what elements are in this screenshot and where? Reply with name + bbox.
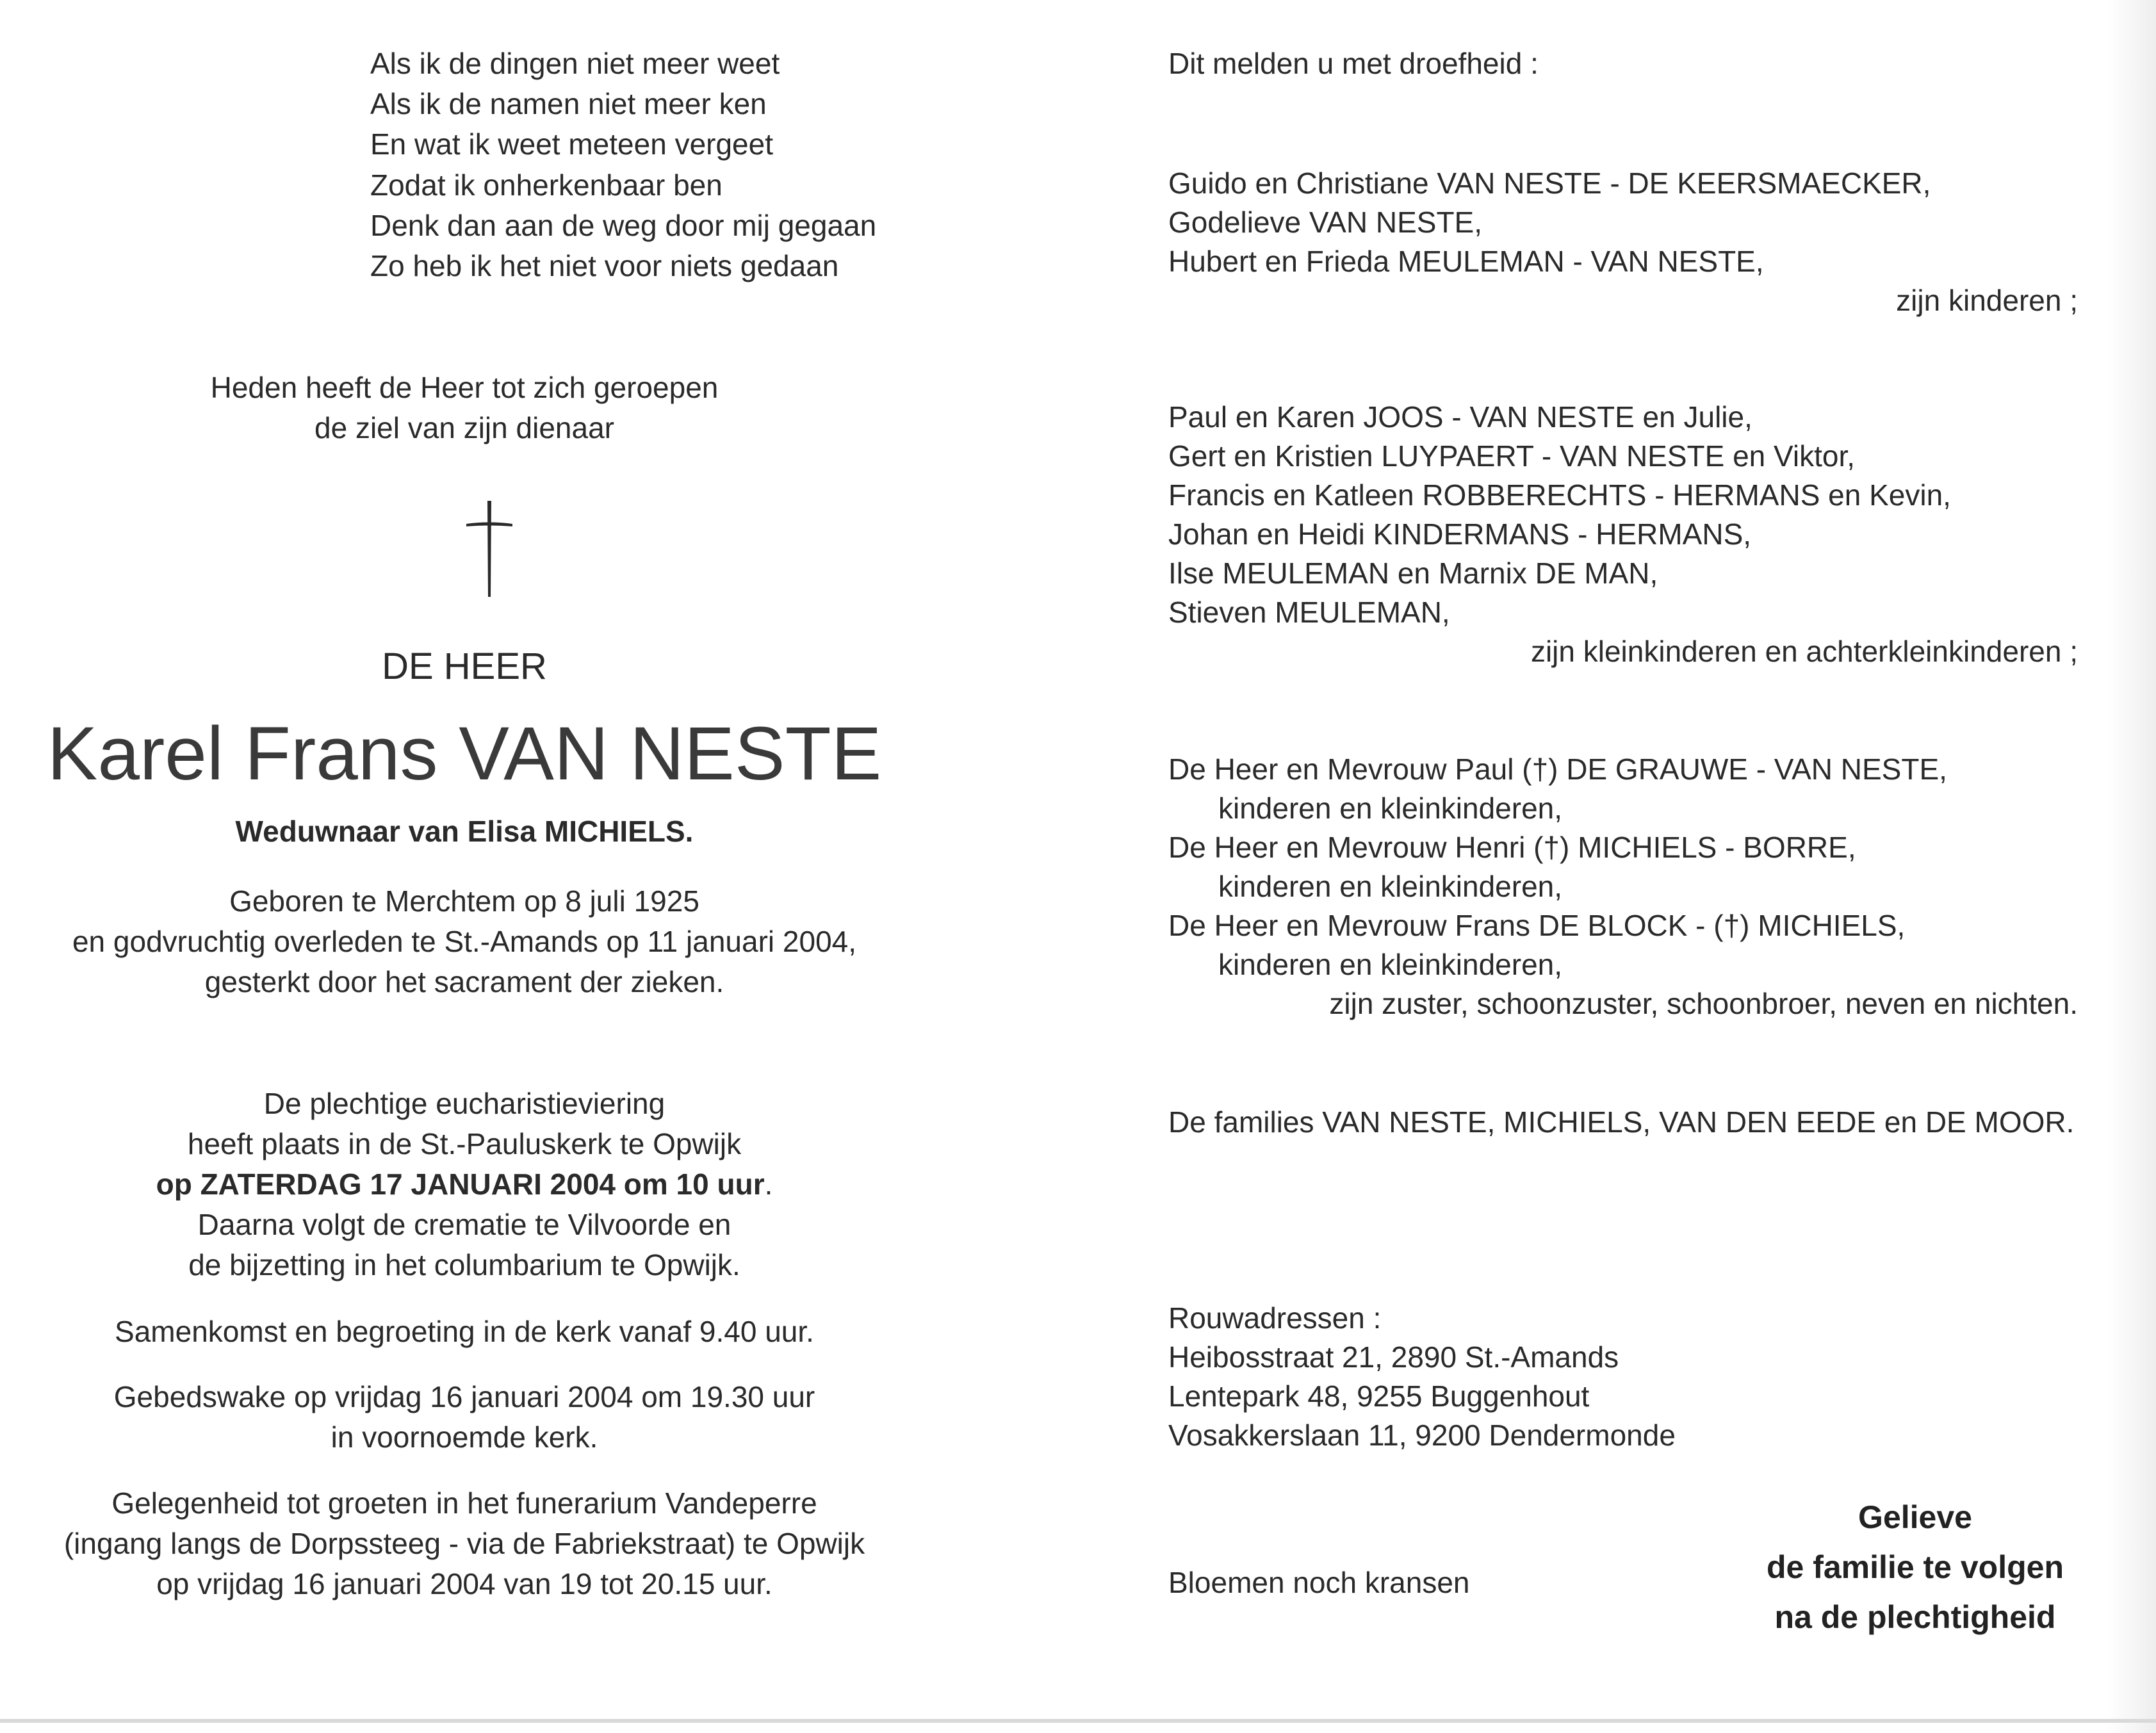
widower-line: Weduwnaar van Elisa MICHIELS. <box>235 815 694 848</box>
poem-line: Als ik de namen niet meer ken <box>370 87 767 120</box>
poem-line: Denk dan aan de weg door mij gegaan <box>370 209 877 242</box>
announce-line: Dit melden u met droefheid : <box>1168 47 1539 80</box>
birth-line: gesterkt door het sacrament der zieken. <box>204 965 724 998</box>
cross-icon <box>464 501 515 597</box>
poem-line: En wat ik weet meteen vergeet <box>370 127 773 161</box>
siblings-line: De Heer en Mevrouw Henri (†) MICHIELS - BORRE, <box>1168 831 1856 864</box>
children-line: Hubert en Frieda MEULEMAN - VAN NESTE, <box>1168 245 1764 278</box>
siblings-subline: kinderen en kleinkinderen, <box>1218 792 1563 825</box>
siblings-subline: kinderen en kleinkinderen, <box>1218 948 1563 981</box>
gelieve-line: Gelieve <box>1858 1499 1972 1535</box>
ceremony-line: Daarna volgt de crematie te Vilvoorde en <box>197 1208 731 1241</box>
siblings-line: De Heer en Mevrouw Frans DE BLOCK - (†) MICHIELS, <box>1168 909 1906 942</box>
poem-line: Als ik de dingen niet meer weet <box>370 47 780 80</box>
viewing-line: (ingang langs de Dorpssteeg - via de Fabriekstraat) te Opwijk <box>63 1527 865 1560</box>
grandchildren-line: Francis en Katleen ROBBERECHTS - HERMANS en Kevin, <box>1168 478 1951 512</box>
ceremony-line: de bijzetting in het columbarium te Opwijk. <box>188 1248 740 1281</box>
grandchildren-line: Paul en Karen JOOS - VAN NESTE en Julie, <box>1168 400 1752 434</box>
gelieve-note <box>1723 1492 2107 1642</box>
ceremony-line: heeft plaats in de St.-Pauluskerk te Opwijk <box>187 1127 742 1160</box>
page-bottom-edge <box>0 1719 2156 1723</box>
children-line: Guido en Christiane VAN NESTE - DE KEERSMAECKER, <box>1168 167 1931 200</box>
address-line: Lentepark 48, 9255 Buggenhout <box>1168 1379 1590 1413</box>
vigil-line: in voornoemde kerk. <box>331 1420 598 1454</box>
birth-line: en godvruchtig overleden te St.-Amands op 11 januari 2004, <box>72 925 857 958</box>
siblings-subline: kinderen en kleinkinderen, <box>1218 870 1563 903</box>
children-line: Godelieve VAN NESTE, <box>1168 206 1483 239</box>
address-line: Vosakkerslaan 11, 9200 Dendermonde <box>1168 1419 1676 1452</box>
ceremony-date: op ZATERDAG 17 JANUARI 2004 om 10 uur <box>156 1168 765 1201</box>
vigil-line: Gebedswake op vrijdag 16 januari 2004 om 19.30 uur <box>113 1380 815 1413</box>
flowers-line: Bloemen noch kransen <box>1168 1566 1470 1599</box>
address-line: Heibosstraat 21, 2890 St.-Amands <box>1168 1340 1619 1374</box>
intro-line: Heden heeft de Heer tot zich geroepen <box>210 371 719 404</box>
meeting-line: Samenkomst en begroeting in de kerk vanaf 9.40 uur. <box>115 1315 814 1348</box>
ceremony-line: De plechtige eucharistieviering <box>263 1087 666 1120</box>
grandchildren-line: Johan en Heidi KINDERMANS - HERMANS, <box>1168 517 1752 551</box>
viewing-line: op vrijdag 16 januari 2004 van 19 tot 20.15 uur. <box>156 1567 772 1600</box>
title: DE HEER <box>382 646 547 687</box>
grandchildren-line: Ilse MEULEMAN en Marnix DE MAN, <box>1168 557 1658 590</box>
siblings-label: zijn zuster, schoonzuster, schoonbroer, neven en nichten. <box>1329 987 2078 1020</box>
addresses-label: Rouwadressen : <box>1168 1301 1382 1335</box>
ceremony-date-line <box>26 1164 903 1204</box>
birth-line: Geboren te Merchtem op 8 juli 1925 <box>229 884 699 918</box>
gelieve-line: na de plechtigheid <box>1774 1599 2056 1635</box>
page-edge-shade <box>2107 0 2156 1733</box>
deceased-name: Karel Frans VAN NESTE <box>47 712 882 796</box>
poem-line: Zo heb ik het niet voor niets gedaan <box>370 249 839 282</box>
grandchildren-line: Gert en Kristien LUYPAERT - VAN NESTE en Viktor, <box>1168 439 1856 473</box>
children-label: zijn kinderen ; <box>1896 284 2078 317</box>
siblings-line: De Heer en Mevrouw Paul (†) DE GRAUWE - VAN NESTE, <box>1168 753 1947 786</box>
gelieve-line: de familie te volgen <box>1766 1549 2064 1585</box>
grandchildren-label: zijn kleinkinderen en achterkleinkinderen ; <box>1530 635 2078 668</box>
intro-line: de ziel van zijn dienaar <box>314 411 614 444</box>
poem-line: Zodat ik onherkenbaar ben <box>370 168 723 202</box>
viewing-line: Gelegenheid tot groeten in het funerarium Vandeperre <box>111 1486 817 1520</box>
families-line: De families VAN NESTE, MICHIELS, VAN DEN EEDE en DE MOOR. <box>1168 1105 2075 1139</box>
ceremony-date-suffix: . <box>764 1168 773 1201</box>
grandchildren-line: Stieven MEULEMAN, <box>1168 596 1450 629</box>
